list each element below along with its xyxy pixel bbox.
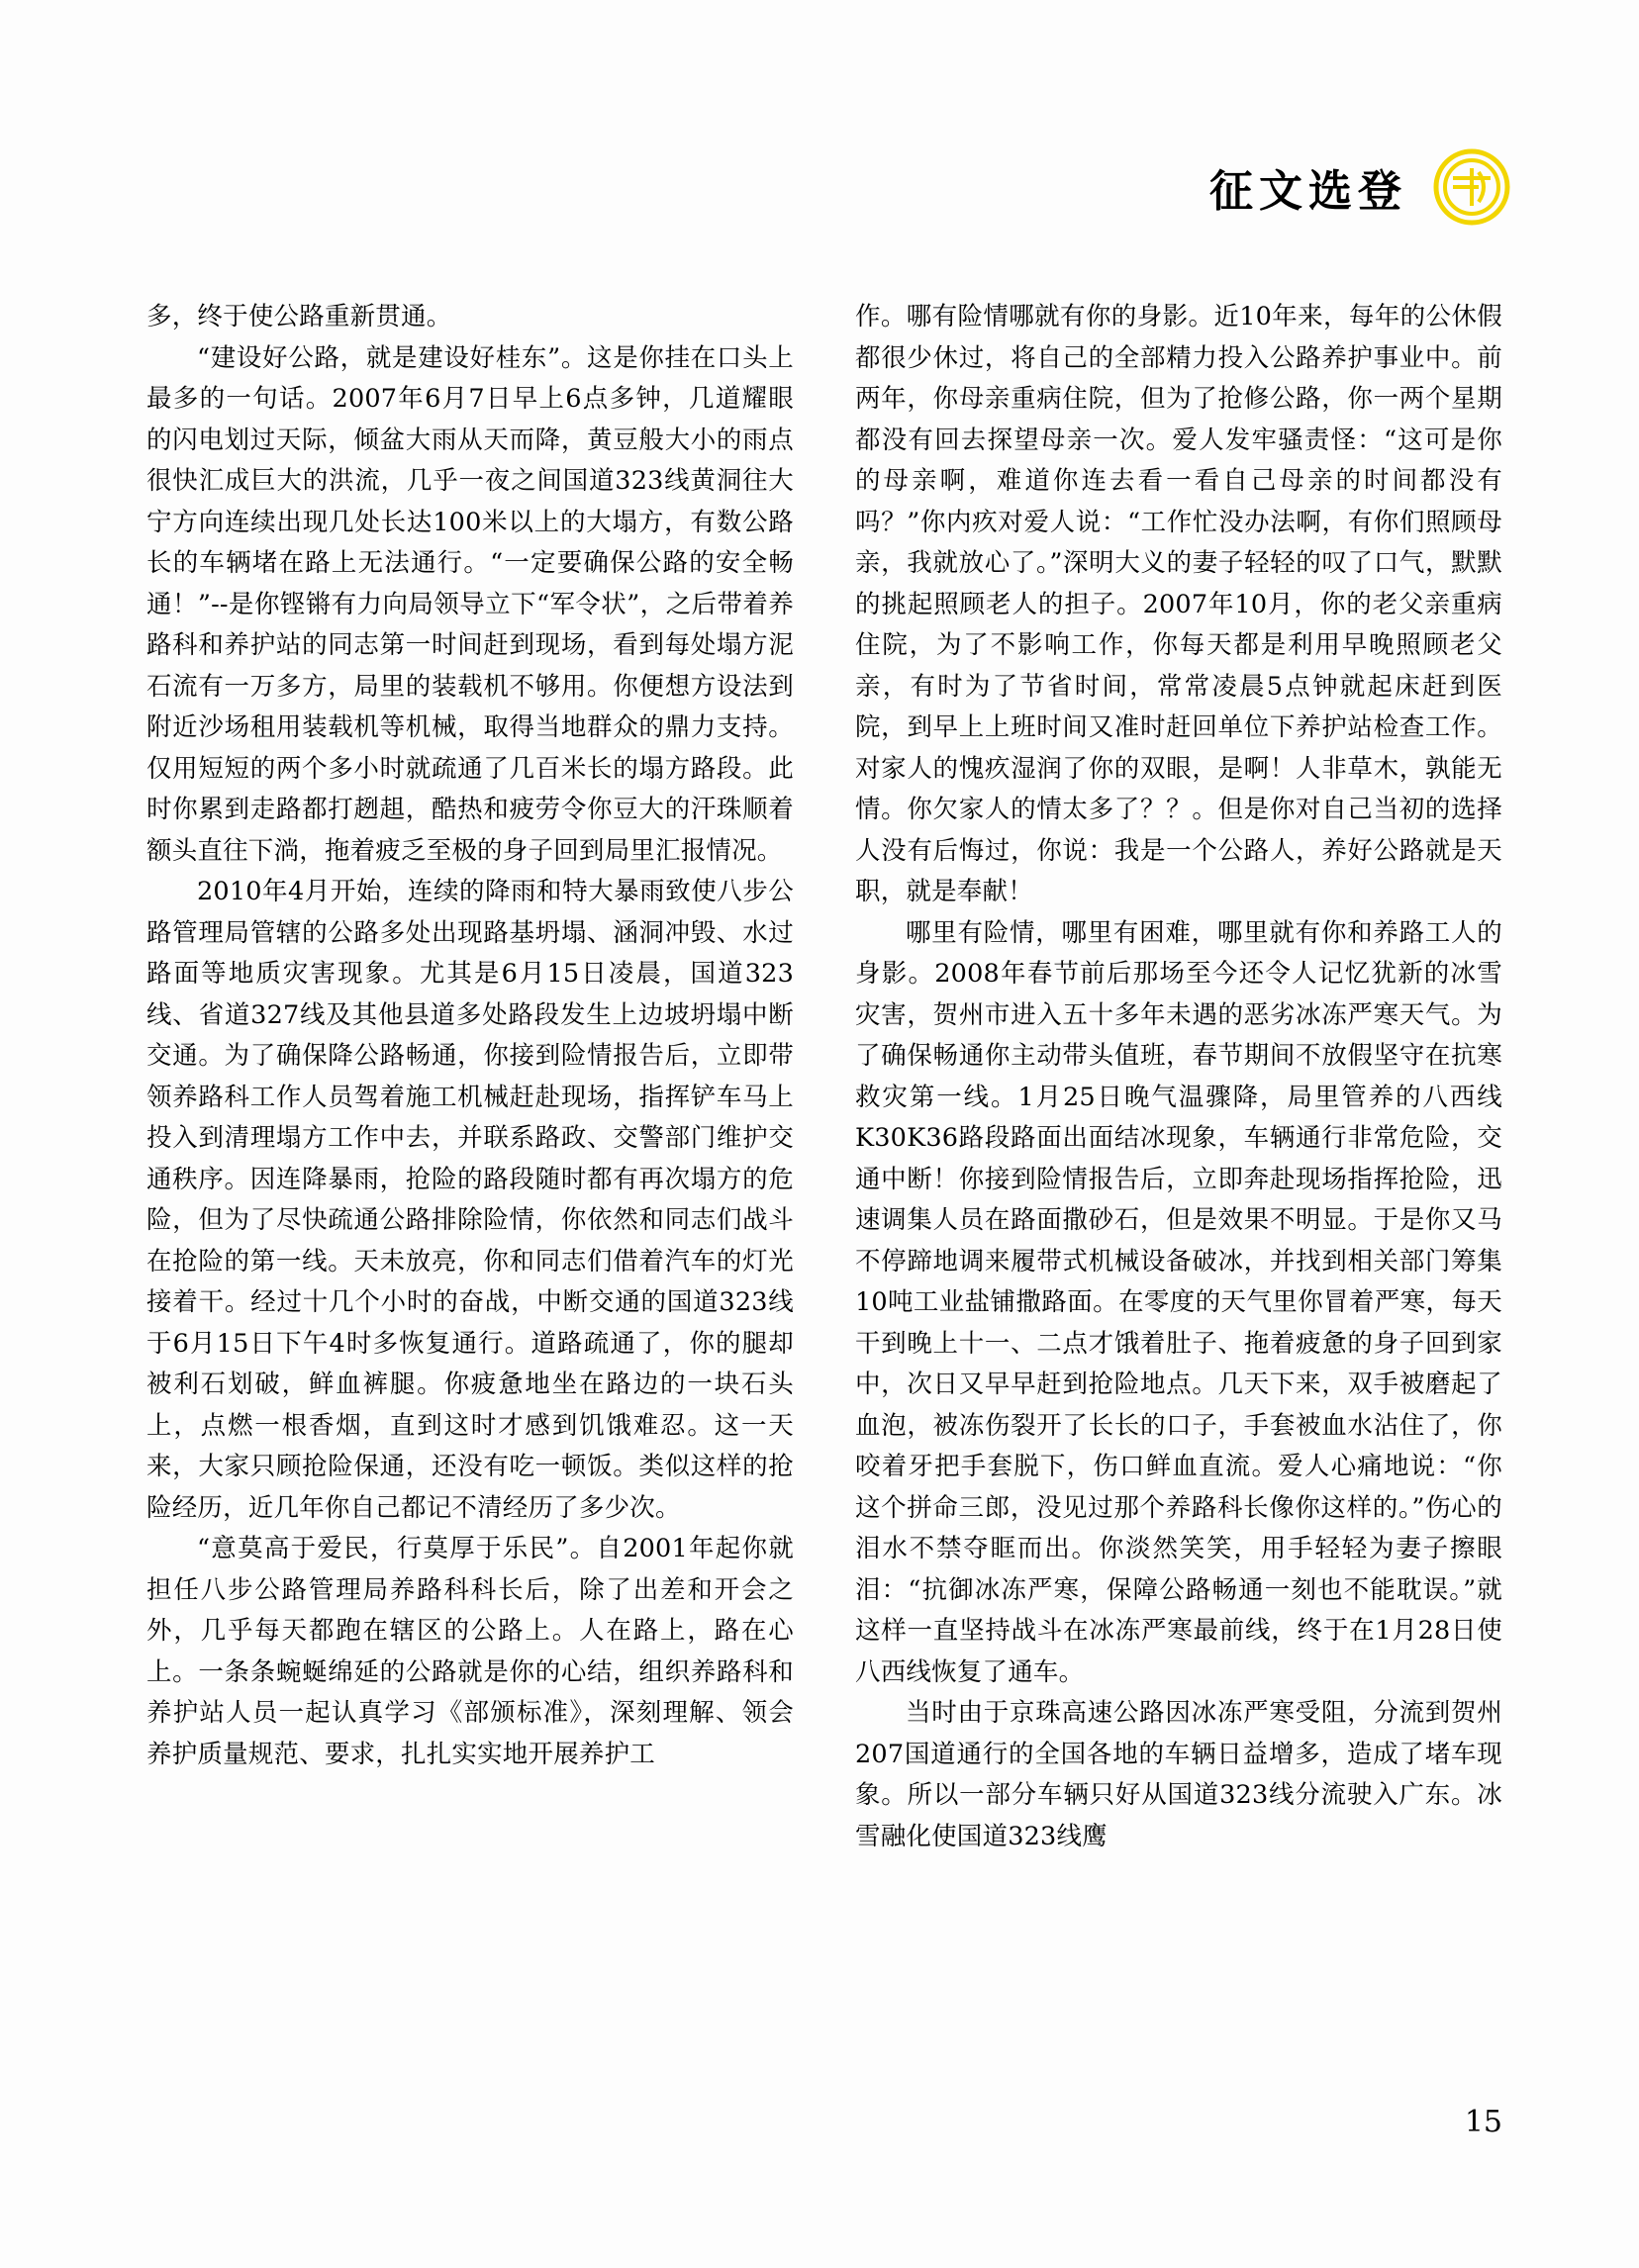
article-body bbox=[146, 297, 1502, 1857]
paragraph: 2010年4月开始，连续的降雨和特大暴雨致使八步公路管理局管辖的公路多处出现路基坍塌、涵洞冲毁、水过路面等地质灾害现象。尤其是6月15日凌晨，国道323线、省道327线及其他县道多处路段发生上边坡坍塌中断交通。为了确保降公路畅通，你接到险情报告后，立即带领养路科工作人员驾着施工机械赶赴现场，指挥铲车马上投入到清理塌方工作中去，并联系路政、交警部门维护交通秩序。因连降暴雨，抢险的路段随时都有再次塌方的危险，但为了尽快疏通公路排除险情，你依然和同志们战斗在抢险的第一线。天未放亮，你和同志们借着汽车的灯光接着干。经过十几个小时的奋战，中断交通的国道323线于6月15日下午4时多恢复通行。道路疏通了，你的腿却被利石划破，鲜血裤腿。你疲惫地坐在路边的一块石头上，点燃一根香烟，直到这时才感到饥饿难忍。这一天来，大家只顾抢险保通，还没有吃一顿饭。类似这样的抢险经历，近几年你自己都记不清经历了多少次。 bbox=[146, 877, 794, 1523]
page-header bbox=[1209, 148, 1510, 226]
page-title: 征文选登 bbox=[1209, 166, 1407, 217]
paragraph: 多，终于使公路重新贯通。 bbox=[146, 302, 452, 331]
circular-emblem-icon bbox=[1433, 148, 1510, 226]
paragraph: 哪里有险情，哪里有困难，哪里就有你和养路工人的身影。2008年春节前后那场至今还令人记忆犹新的冰雪灾害，贺州市进入五十多年未遇的恶劣冰冻严寒天气。为了确保畅通你主动带头值班，春节期间不放假坚守在抗寒救灾第一线。1月25日晚气温骤降，局里管养的八西线K30K36路段路面出面结冰现象，车辆通行非常危险，交通中断！你接到险情报告后，立即奔赴现场指挥抢险，迅速调集人员在路面撒砂石，但是效果不明显。于是你又马不停蹄地调来履带式机械设备破冰，并找到相关部门筹集10吨工业盐铺撒路面。在零度的天气里你冒着严寒，每天干到晚上十一、二点才饿着肚子、拖着疲惫的身子回到家中，次日又早早赶到抢险地点。几天下来，双手被磨起了血泡，被冻伤裂开了长长的口子，手套被血水沾住了，你咬着牙把手套脱下，伤口鲜血直流。爱人心痛地说：“你这个拼命三郎，没见过那个养路科长像你这样的。”伤心的泪水不禁夺眶而出。你淡然笑笑，用手轻轻为妻子擦眼泪：“抗御冰冻严寒，保障公路畅通一刻也不能耽误。”就这样一直坚持战斗在冰冻严寒最前线，终于在1月28日使八西线恢复了通车。 bbox=[855, 917, 1502, 1687]
paragraph: “意莫高于爱民，行莫厚于乐民”。自2001年起你就担任八步公路管理局养路科科长后，除了出差和开会之外，几乎每天都跑在辖区的公路上。人在路上，路在心上。一条条蜿蜒绵延的公路就是你的心结，组织养路科和养护站人员一起认真学习《部颁标准》，深刻理解、领会养护质量规范、要求，扎扎实实地开展养护工 bbox=[146, 1534, 794, 1769]
page-number: 15 bbox=[1464, 2105, 1502, 2139]
right-column bbox=[855, 297, 1502, 1857]
paragraph: 作。哪有险情哪就有你的身影。近10年来，每年的公休假都很少休过，将自己的全部精力投入公路养护事业中。前两年，你母亲重病住院，但为了抢修公路，你一两个星期都没有回去探望母亲一次。爱人发牢骚责怪：“这可是你的母亲啊，难道你连去看一看自己母亲的时间都没有吗？”你内疚对爱人说：“工作忙没办法啊，有你们照顾母亲，我就放心了。”深明大义的妻子轻轻的叹了口气，默默的挑起照顾老人的担子。2007年10月，你的老父亲重病住院，为了不影响工作，你每天都是利用早晚照顾老父亲，有时为了节省时间，常常凌晨5点钟就起床赶到医院，到早上上班时间又准时赶回单位下养护站检查工作。对家人的愧疚湿润了你的双眼，是啊！人非草木，孰能无情。你欠家人的情太多了？？。但是你对自己当初的选择人没有后悔过，你说：我是一个公路人，养好公路就是天职，就是奉献！ bbox=[855, 302, 1502, 906]
paragraph: 当时由于京珠高速公路因冰冻严寒受阻，分流到贺州207国道通行的全国各地的车辆日益增多，造成了堵车现象。所以一部分车辆只好从国道323线分流驶入广东。冰雪融化使国道323线鹰 bbox=[855, 1698, 1502, 1851]
paragraph: “建设好公路，就是建设好桂东”。这是你挂在口头上最多的一句话。2007年6月7日早上6点多钟，几道耀眼的闪电划过天际，倾盆大雨从天而降，黄豆般大小的雨点很快汇成巨大的洪流，几乎一夜之间国道323线黄洞往大宁方向连续出现几处长达100米以上的大塌方，有数公路长的车辆堵在路上无法通行。“一定要确保公路的安全畅通！”--是你铿锵有力向局领导立下“军令状”，之后带着养路科和养护站的同志第一时间赶到现场，看到每处塌方泥石流有一万多方，局里的装载机不够用。你便想方设法到附近沙场租用装载机等机械，取得当地群众的鼎力支持。仅用短短的两个多小时就疏通了几百米长的塌方路段。此时你累到走路都打趔趄，酷热和疲劳令你豆大的汗珠顺着额头直往下淌，拖着疲乏至极的身子回到局里汇报情况。 bbox=[146, 342, 794, 866]
left-column bbox=[146, 297, 794, 1857]
